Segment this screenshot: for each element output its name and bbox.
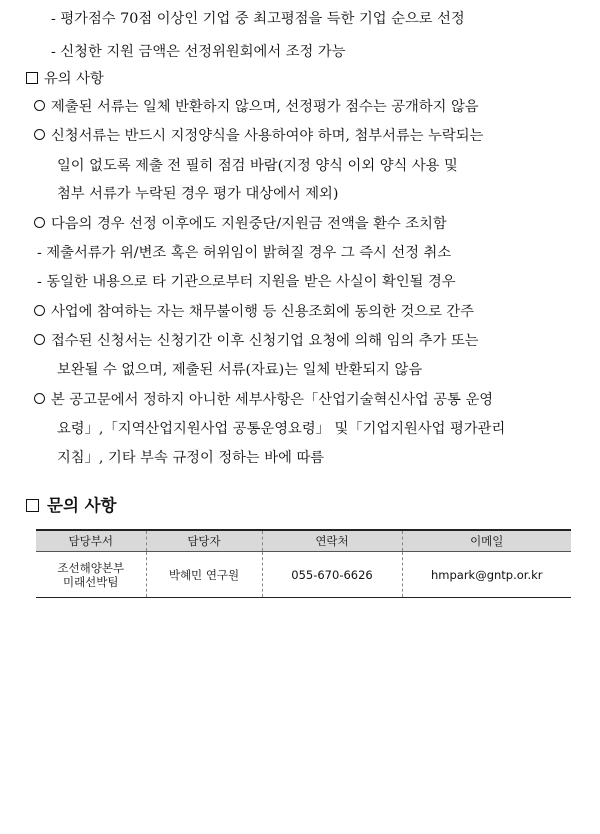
line-text: 본 공고문에서 정하지 아니한 세부사항은「산업기술혁신사업 공통 운영 bbox=[51, 392, 494, 408]
line-text: 사업에 참여하는 자는 채무불이행 등 신용조회에 동의한 것으로 간주 bbox=[51, 304, 475, 320]
subsection-heading bbox=[26, 69, 104, 89]
text-line: - 동일한 내용으로 타 기관으로부터 지원을 받은 사실이 확인될 경우 bbox=[37, 274, 456, 290]
circle-bullet-icon bbox=[34, 129, 45, 140]
text-line: 지침」, 기타 부속 규정이 정하는 바에 따름 bbox=[57, 450, 325, 466]
circle-bullet-icon bbox=[34, 217, 45, 228]
text-line: - 신청한 지원 금액은 선정위원회에서 조정 가능 bbox=[51, 44, 346, 60]
table-header-row bbox=[36, 530, 571, 552]
header-dept: 담당부서 bbox=[36, 530, 146, 552]
text-line: 첨부 서류가 누락된 경우 평가 대상에서 제외) bbox=[57, 186, 339, 202]
cell-email: hmpark@gntp.or.kr bbox=[402, 552, 571, 598]
text-line bbox=[34, 97, 479, 117]
text-line: 보완될 수 없으며, 제출된 서류(자료)는 일체 반환되지 않음 bbox=[57, 362, 423, 378]
square-bullet-icon bbox=[26, 499, 39, 512]
text-line: 일이 없도록 제출 전 필히 점검 바람(지정 양식 이외 양식 사용 및 bbox=[57, 158, 458, 174]
dept-line-1: 조선해양본부 bbox=[57, 560, 125, 575]
line-text: 신청서류는 반드시 지정양식을 사용하여야 하며, 첨부서류는 누락되는 bbox=[51, 128, 484, 144]
text-line bbox=[34, 302, 474, 322]
cell-dept bbox=[36, 552, 146, 598]
cell-phone: 055-670-6626 bbox=[262, 552, 402, 598]
text-line bbox=[34, 126, 483, 146]
contact-section-heading bbox=[26, 492, 117, 516]
table-row bbox=[36, 552, 571, 598]
dept-line-2: 미래선박팀 bbox=[62, 574, 119, 589]
square-bullet-icon bbox=[26, 72, 38, 84]
cell-person: 박혜민 연구원 bbox=[146, 552, 262, 598]
contact-table bbox=[36, 529, 571, 598]
circle-bullet-icon bbox=[34, 305, 45, 316]
line-text: 접수된 신청서는 신청기간 이후 신청기업 요청에 의해 임의 추가 또는 bbox=[51, 333, 479, 349]
circle-bullet-icon bbox=[34, 393, 45, 404]
line-text: 제출된 서류는 일체 반환하지 않으며, 선정평가 점수는 공개하지 않음 bbox=[51, 99, 479, 115]
header-email: 이메일 bbox=[402, 530, 571, 552]
header-person: 담당자 bbox=[146, 530, 262, 552]
subsection-title: 유의 사항 bbox=[44, 71, 104, 87]
contact-section-title: 문의 사항 bbox=[47, 496, 117, 515]
circle-bullet-icon bbox=[34, 334, 45, 345]
text-line bbox=[34, 214, 447, 234]
line-text: 다음의 경우 선정 이후에도 지원중단/지원금 전액을 환수 조치함 bbox=[51, 216, 447, 232]
text-line: - 제출서류가 위/변조 혹은 허위임이 밝혀질 경우 그 즉시 선정 취소 bbox=[37, 245, 452, 261]
header-phone: 연락처 bbox=[262, 530, 402, 552]
text-line: 요령」,「지역산업지원사업 공통운영요령」 및「기업지원사업 평가관리 bbox=[57, 421, 506, 437]
text-line bbox=[34, 331, 479, 351]
circle-bullet-icon bbox=[34, 100, 45, 111]
text-line: - 평가점수 70점 이상인 기업 중 최고평점을 득한 기업 순으로 선정 bbox=[51, 11, 465, 27]
text-line bbox=[34, 390, 493, 410]
